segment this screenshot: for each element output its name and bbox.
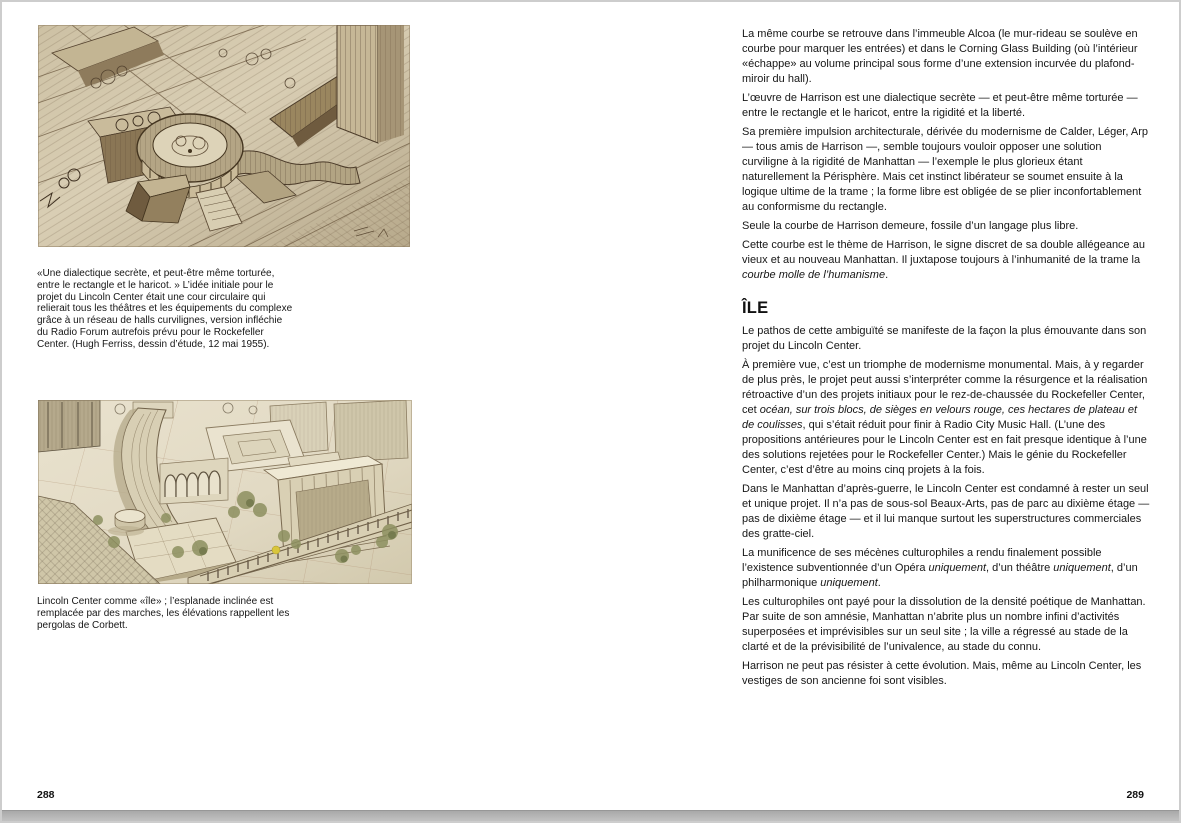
figure-caption: Lincoln Center comme «île» ; l’esplanade inclinée est remplacée par des marches, les élévations rappellent les pergolas de Corbett.	[37, 596, 290, 631]
paragraph: Dans le Manhattan d’après-guerre, le Lincoln Center est condamné à rester un seul et unique projet. Il n’a pas de sous-sol Beaux-Arts, pas de parc au dixième étage — pas de dixième étage — et il lui manque surtout les superstructures commerciales des gratte-ciel.	[742, 483, 1150, 540]
paragraph: Cette courbe est le thème de Harrison, le signe discret de sa double allégeance au vieux et au nouveau Manhattan. Il juxtapose toujours à l’inhumanité de la trame la courbe molle de l’humanisme.	[742, 239, 1145, 281]
paragraph: La même courbe se retrouve dans l’immeuble Alcoa (le mur-rideau se soulève en courbe pour marquer les entrées) et dans le Corning Glass Building (où l’intérieur «échappe» au volume principal sous forme d’une extension incurvée du plafond-miroir du hall).	[742, 28, 1138, 85]
figure-ferriss-study	[38, 25, 410, 247]
paragraph: Sa première impulsion architecturale, dérivée du modernisme de Calder, Léger, Arp — tous amis de Harrison —, semble toujours vouloir opposer une solution curviligne à la rigidité de Manhattan — l’exemple le plus glorieux étant naturellement la Périsphère. Mais cet instinct libérateur se soumet ensuite à la logique ultime de la trame ; la forme libre est obligée de se plier inconfortablement au conformisme du rectangle.	[742, 126, 1148, 213]
ferriss-study-drawing	[38, 25, 410, 247]
paragraph: L’œuvre de Harrison est une dialectique secrète — et peut-être même torturée — entre le rectangle et le haricot, entre la rigidité et la liberté.	[742, 92, 1138, 119]
section-heading: ÎLE	[742, 299, 769, 317]
page-number-right: 289	[1126, 789, 1144, 801]
figure-caption: «Une dialectique secrète, et peut-être même torturée, entre le rectangle et le haricot. » L’idée initiale pour le projet du Lincoln Center était une cour circulaire qui relierait tous les théâtres et les équipements du complexe grâce à un réseau de halls curvilignes, version infléchie du Radio Forum autrefois prévu pour le Rockefeller Center. (Hugh Ferriss, dessin d’étude, 12 mai 1955).	[37, 268, 293, 350]
lincoln-center-island-drawing	[38, 400, 412, 584]
paragraph: Le pathos de cette ambiguïté se manifeste de la façon la plus émouvante dans son projet du Lincoln Center.	[742, 325, 1147, 352]
paragraph: Les culturophiles ont payé pour la dissolution de la densité poétique de Manhattan. Par suite de son amnésie, Manhattan n’abrite plus un nombre infini d’activités superposées et imprévisibles sur un seul site ; la ville a régressé au stade de la clarté et de la prévisibilité de l’univalence, au stade du connu.	[742, 596, 1146, 653]
figure-lincoln-island	[38, 400, 412, 584]
body-text	[742, 27, 1150, 693]
paragraph: Seule la courbe de Harrison demeure, fossile d’un langage plus libre.	[742, 220, 1079, 232]
paragraph: Harrison ne peut pas résister à cette évolution. Mais, même au Lincoln Center, les vestiges de son ancienne foi sont visibles.	[742, 660, 1142, 687]
paragraph: La munificence de ses mécènes culturophiles a rendu finalement possible l’existence subventionnée d’un Opéra uniquement, d’un théâtre uniquement, d’un philharmonique uniquement.	[742, 547, 1138, 589]
book-bottom-edge	[2, 810, 1179, 821]
paragraph: À première vue, c’est un triomphe de modernisme monumental. Mais, à y regarder de plus près, le projet peut aussi s’interpréter comme la résurgence et la réalisation rétroactive d’un des projets initiaux pour le rez-de-chaussée du Rockefeller Center, cet océan, sur trois blocs, de sièges en velours rouge, ces hectares de plateau et de coulisses, qui s’était réduit pour finir à Radio City Music Hall. (L’une des propositions antérieures pour le Lincoln Center est en fait presque identique à l’une des solutions rejetées pour le Rockefeller Center.) Mais le génie du Rockefeller Center, c’est d’être au moins cinq projets à la fois.	[742, 359, 1148, 476]
page-number-left: 288	[37, 789, 55, 801]
